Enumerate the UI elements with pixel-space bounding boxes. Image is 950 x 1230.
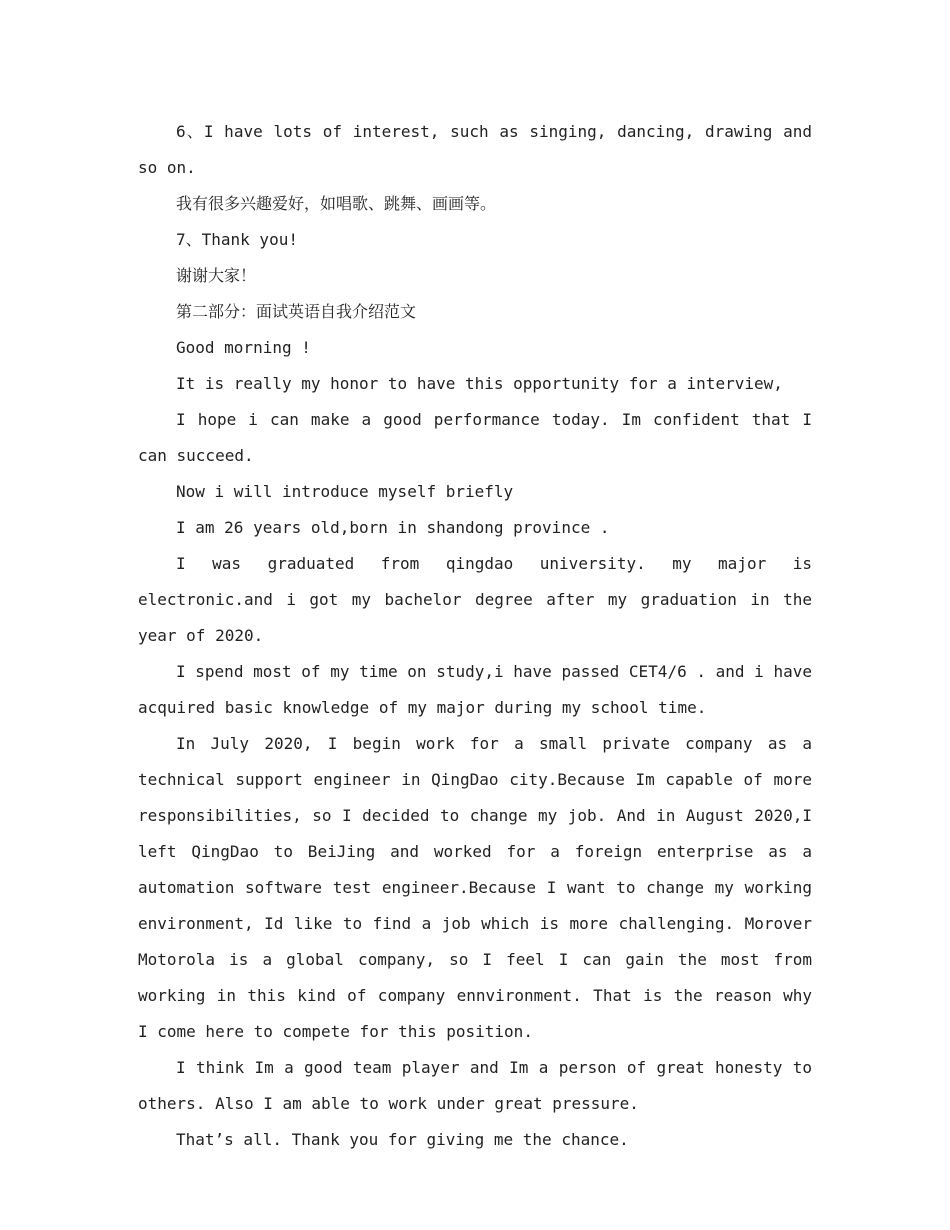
paragraph-introduce: Now i will introduce myself briefly: [176, 482, 514, 501]
paragraph-interests: 6、I have lots of interest, such as singing, dancing, drawing and so on.: [138, 122, 812, 177]
paragraph-closing: That’s all. Thank you for giving me the chance.: [176, 1130, 629, 1149]
paragraph-study: I spend most of my time on study,i have passed CET4/6 . and i have acquired basic knowledge of my major during my school time.: [138, 662, 812, 717]
paragraph-age: I am 26 years old,born in shandong province .: [176, 518, 610, 537]
paragraph-work-experience: In July 2020, I begin work for a small private company as a technical support engineer in QingDao city.Because Im capable of more responsibilities, so I decided to change my job. And in August 2020,I left QingDao to BeiJing and worked for a foreign enterprise as a automation software test engineer.Because I want to change my working environment, Id like to find a job which is more challenging. Morover Motorola is a global company, so I feel I can gain the most from working in this kind of company ennvironment. That is the reason why I come here to compete for this position.: [138, 734, 812, 1041]
paragraph-education: I was graduated from qingdao university. my major is electronic.and i got my bachelor degree after my graduation in the year of 2020.: [138, 554, 812, 645]
document-body: [138, 114, 812, 1158]
paragraph-honor: It is really my honor to have this opportunity for a interview,: [176, 374, 783, 393]
paragraph-thank-you-chinese: 谢谢大家！: [176, 266, 257, 285]
paragraph-thank-you: 7、Thank you!: [176, 230, 298, 249]
paragraph-interests-chinese: 我有很多兴趣爱好，如唱歌、跳舞、画画等。: [176, 194, 497, 213]
paragraph-performance: I hope i can make a good performance today. Im confident that I can succeed.: [138, 410, 812, 465]
section-heading-part-two: 第二部分：面试英语自我介绍范文: [176, 302, 417, 321]
paragraph-team-player: I think Im a good team player and Im a person of great honesty to others. Also I am able to work under great pressure.: [138, 1058, 812, 1113]
paragraph-greeting: Good morning !: [176, 338, 311, 357]
